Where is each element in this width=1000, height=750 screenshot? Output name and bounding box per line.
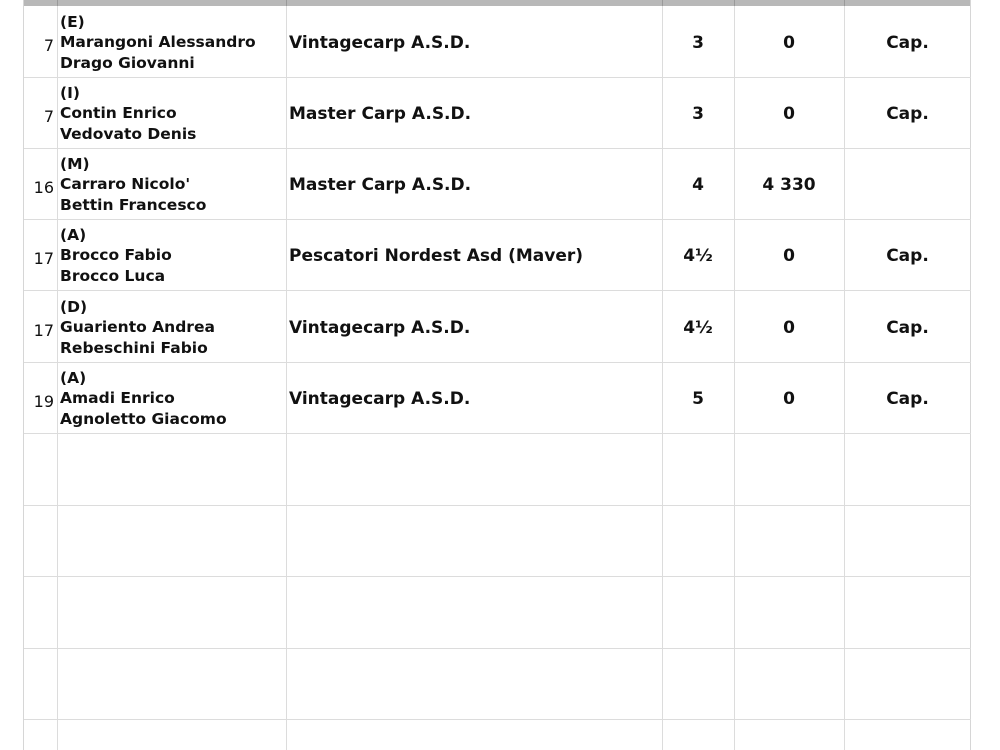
empty-table-row [24,506,971,577]
player-name: Guariento Andrea [60,318,215,337]
rank-cell: 7 [43,36,54,55]
group-label: (E) [60,12,85,31]
players-cell [59,220,287,291]
table-header-strip [24,0,970,6]
group-label: (A) [60,368,87,387]
note-cell: Cap. [886,32,929,53]
rank-cell: 16 [33,178,54,197]
players-cell [59,292,287,363]
table-row [24,363,971,434]
player-name: Drago Giovanni [60,53,195,72]
player-name: Brocco Fabio [60,246,172,265]
players-cell [59,363,287,434]
player-name: Carraro Nicolo' [60,175,191,194]
weight-cell: 0 [783,388,795,409]
club-cell: Master Carp A.S.D. [289,174,472,195]
note-cell: Cap. [886,388,929,409]
players-cell [59,7,287,78]
table-row [24,149,971,220]
table-row [24,7,971,78]
penalty-cell: 4 [692,174,704,195]
club-cell: Vintagecarp A.S.D. [289,388,471,409]
penalty-cell: 3 [692,103,704,124]
player-name: Brocco Luca [60,266,166,285]
table-row [24,292,971,363]
players-cell [59,149,287,220]
penalty-cell: 4½ [683,245,713,266]
player-name: Bettin Francesco [60,195,207,214]
player-name: Contin Enrico [60,104,177,123]
rank-cell: 17 [33,249,54,268]
group-label: (A) [60,225,87,244]
players-cell [59,78,287,149]
penalty-cell: 5 [692,388,704,409]
weight-cell: 4 330 [762,174,816,195]
empty-table-row [24,435,971,506]
club-cell: Vintagecarp A.S.D. [289,317,471,338]
empty-table-row [24,649,971,720]
club-cell: Pescatori Nordest Asd (Maver) [289,245,584,266]
note-cell: Cap. [886,103,929,124]
penalty-cell: 3 [692,32,704,53]
table-row [24,220,971,291]
rank-cell: 17 [33,321,54,340]
note-cell: Cap. [886,317,929,338]
weight-cell: 0 [783,245,795,266]
player-name: Rebeschini Fabio [60,338,208,357]
table-row [24,78,971,149]
player-name: Marangoni Alessandro [60,33,256,52]
weight-cell: 0 [783,103,795,124]
penalty-cell: 4½ [683,317,713,338]
player-name: Vedovato Denis [60,124,197,143]
group-label: (M) [60,154,90,173]
club-cell: Vintagecarp A.S.D. [289,32,471,53]
club-cell: Master Carp A.S.D. [289,103,472,124]
weight-cell: 0 [783,317,795,338]
note-cell: Cap. [886,245,929,266]
note-cell [844,149,971,220]
results-table [23,0,971,750]
empty-table-row [24,578,971,649]
weight-cell: 0 [783,32,795,53]
player-name: Agnoletto Giacomo [60,409,227,428]
group-label: (D) [60,297,88,316]
player-name: Amadi Enrico [60,389,175,408]
rank-cell: 7 [43,107,54,126]
rank-cell: 19 [33,392,54,411]
group-label: (I) [60,83,80,102]
